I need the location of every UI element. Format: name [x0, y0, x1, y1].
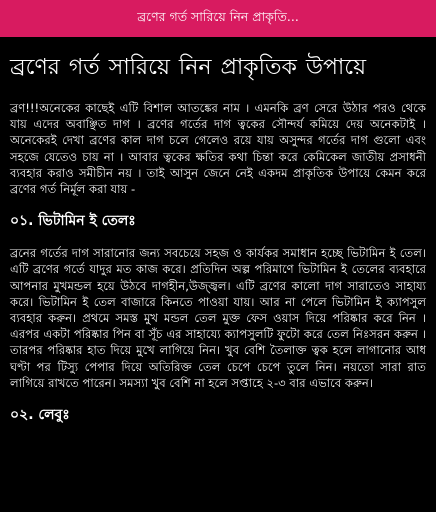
article-title: ব্রণের গর্ত সারিয়ে নিন প্রাকৃতিক উপায়ে: [10, 55, 367, 80]
section-heading-vitamin-e: ০১. ভিটামিন ই তেলঃ: [10, 213, 136, 230]
article-intro: ব্রণ!!!অনেকের কাছেই এটি বিশাল আতঙ্কের নাম । এমনকি ব্রণ সেরে উঠার পরও থেকে যায় এদের অবাঞ্ছিত দাগ । ব্রণের গর্তের দাগ ত্বকের সৌন্দর্য কমিয়ে দেয় অনেকটাই । অনেকেরই দেখা ব্রণের কাল দাগ চলে গেলেও রয়ে যায় অসুন্দর গর্তের দাগ গুলো এবং সহজে যেতেও চায় না । আবার ত্বকের ক্ষতির কথা চিন্তা করে কেমিকেল জাতীয় প্রসাধনী ব্যবহার করাও সমীচীন নয় । তাই আসুন জেনে নেই একদম প্রাকৃতিক উপায়ে কেমন করে ব্রণের গর্ত নির্মূল করা যায় -: [10, 101, 426, 197]
app-bar-title: ব্রণের গর্ত সারিয়ে নিন প্রাকৃতি...: [137, 8, 299, 24]
app-bar: [0, 0, 436, 37]
section-body-vitamin-e: ব্রনের গর্তের দাগ সারানোর জন্য সবচেয়ে সহজ ও কার্যকর সমাধান হচ্ছে ভিটামিন ই তেল। এটি ব্রণের গর্তে যাদুর মত কাজ করে। প্রতিদিন অল্প পরিমাণে ভিটামিন ই তেলের ব্যবহারে আপনার মুখমন্ডল হয়ে উঠবে দাগহীন,উজ্জ্বল। এটি ব্রণের কালো দাগ সারাতেও সাহায্য করে। ভিটামিন ই তেল বাজারে কিনতে পাওয়া যায়। আর না পেলে ভিটামিন ই ক্যাপসুল ব্যবহার করুন। প্রথমে সমস্ত মুখ মন্ডল তেল মুক্ত ফেস ওয়াস দিয়ে পরিষ্কার করে নিন । এরপর একটা পরিষ্কার পিন বা সূঁচ এর সাহায্যে ক্যাপসুলটি ফুটো করে তেল নিঃসরন করুন । তারপর পরিষ্কার হাত দিয়ে মুখে লাগিয়ে নিন। খুব বেশি তৈলাক্ত ত্বক হলে লাগানোর আধ ঘণ্টা পর টিস্যু পেপার দিয়ে অতিরিক্ত তেল চেপে চেপে তুলে নিন। নয়তো সারা রাত লাগিয়ে রাখতে পারেন। সমস্যা খুব বেশি না হলে সপ্তাহে ২-৩ বার এভাবে করুন।: [10, 246, 426, 390]
section-heading-lemon: ০২. লেবুঃ: [10, 407, 70, 424]
article-content[interactable]: [0, 37, 436, 425]
